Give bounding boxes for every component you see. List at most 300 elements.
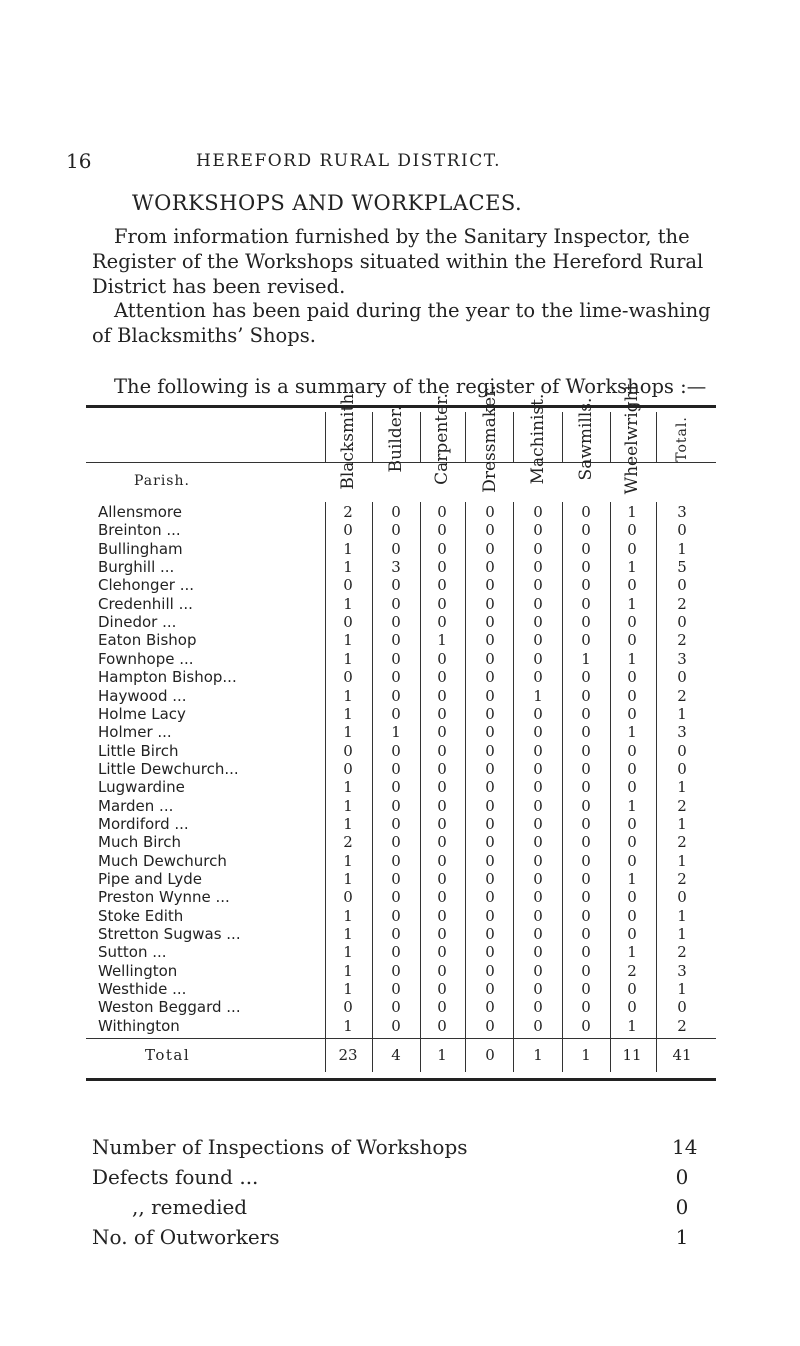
table-cell: 0	[391, 649, 401, 668]
table-cell: 0	[391, 631, 401, 650]
table-cell: 0	[437, 576, 447, 595]
table-cell: 0	[343, 741, 353, 760]
table-cell: 0	[391, 741, 401, 760]
table-cell: 1	[343, 925, 353, 944]
table-cell: 0	[533, 503, 543, 521]
table-cell: 1	[343, 870, 353, 888]
column-divider	[656, 412, 657, 462]
column-divider	[656, 1038, 657, 1072]
parish-name: Clehonger ...	[98, 576, 328, 594]
table-cell: 1	[343, 943, 353, 962]
table-cell: 0	[437, 723, 447, 742]
table-cell: 1	[343, 704, 353, 723]
table-cell: 0	[627, 888, 637, 907]
summary-value: 1	[675, 1225, 689, 1249]
paragraph-2: Attention has been paid during the year to the lime-washing of Blacksmiths’ Shops.	[92, 299, 711, 347]
parish-name: Allensmore	[98, 503, 328, 521]
column-divider	[513, 1038, 514, 1072]
table-cell: 0	[437, 613, 447, 632]
table-cell: 2	[677, 870, 687, 888]
table-cell: 0	[343, 521, 353, 540]
table-cell: 2	[343, 503, 353, 521]
table-cell: 1	[343, 980, 353, 999]
summary-label: Defects found ...	[92, 1165, 259, 1189]
table-cell: 0	[391, 925, 401, 944]
table-cell: 0	[533, 925, 543, 944]
table-cell: 0	[343, 576, 353, 595]
parish-name: Much Birch	[98, 833, 328, 851]
parish-name: Westhide ...	[98, 980, 328, 998]
summary-label: No. of Outworkers	[92, 1225, 280, 1249]
table-cell: 0	[437, 686, 447, 705]
table-cell: 0	[437, 980, 447, 999]
parish-name: Weston Beggard ...	[98, 998, 328, 1016]
total-cell: 41	[672, 1046, 692, 1064]
table-cell: 0	[533, 649, 543, 668]
table-cell: 0	[391, 778, 401, 797]
table-cell: 0	[485, 906, 495, 925]
table-cell: 1	[627, 649, 637, 668]
table-cell: 0	[533, 594, 543, 613]
table-cell: 0	[627, 521, 637, 540]
table-cell: 0	[437, 906, 447, 925]
table-cell: 0	[627, 686, 637, 705]
table-cell: 0	[533, 668, 543, 687]
parish-name: Breinton ...	[98, 521, 328, 539]
column-divider	[562, 412, 563, 462]
table-cell: 0	[581, 833, 591, 852]
table-cell: 0	[343, 759, 353, 778]
table-cell: 0	[677, 521, 687, 540]
table-cell: 0	[437, 851, 447, 870]
table-cell: 0	[677, 741, 687, 760]
table-cell: 0	[677, 668, 687, 687]
summary-value: 14	[672, 1135, 698, 1159]
table-cell: 0	[533, 631, 543, 650]
table-cell: 1	[343, 814, 353, 833]
table-cell: 2	[677, 1016, 687, 1035]
table-cell: 0	[485, 649, 495, 668]
table-cell: 0	[485, 980, 495, 999]
table-cell: 1	[677, 906, 687, 925]
table-cell: 0	[485, 558, 495, 577]
parish-name: Withington	[98, 1017, 328, 1035]
column-header: Carpenter.	[432, 393, 452, 485]
table-bottom-rule	[86, 1078, 716, 1081]
table-cell: 0	[437, 594, 447, 613]
table-cell: 0	[437, 870, 447, 888]
parish-name: Little Birch	[98, 742, 328, 760]
column-header: Wheelwright	[622, 383, 642, 495]
table-cell: 0	[437, 925, 447, 944]
table-cell: 1	[627, 558, 637, 577]
table-cell: 0	[533, 704, 543, 723]
table-cell: 0	[391, 503, 401, 521]
total-cell: 1	[437, 1046, 447, 1064]
parish-column-header: Parish.	[134, 473, 190, 489]
column-divider	[465, 502, 466, 1038]
table-cell: 2	[627, 961, 637, 980]
table-cell: 0	[391, 521, 401, 540]
table-cell: 0	[581, 814, 591, 833]
table-cell: 1	[343, 778, 353, 797]
column-divider	[562, 502, 563, 1038]
table-cell: 0	[581, 943, 591, 962]
table-cell: 0	[391, 814, 401, 833]
column-divider	[420, 502, 421, 1038]
parish-name: Eaton Bishop	[98, 631, 328, 649]
parish-name: Dinedor ...	[98, 613, 328, 631]
table-cell: 0	[437, 943, 447, 962]
column-header: Builder.	[386, 405, 406, 473]
table-cell: 0	[485, 796, 495, 815]
table-cell: 0	[485, 668, 495, 687]
total-cell: 23	[338, 1046, 358, 1064]
column-divider	[465, 1038, 466, 1072]
table-cell: 0	[485, 851, 495, 870]
column-divider	[610, 1038, 611, 1072]
table-cell: 0	[533, 961, 543, 980]
column-divider	[465, 412, 466, 462]
table-cell: 0	[485, 576, 495, 595]
table-cell: 0	[437, 814, 447, 833]
table-cell: 0	[485, 631, 495, 650]
table-cell: 0	[437, 704, 447, 723]
table-cell: 1	[343, 1016, 353, 1035]
table-cell: 1	[343, 649, 353, 668]
table-cell: 0	[391, 943, 401, 962]
table-cell: 1	[581, 649, 591, 668]
column-divider	[610, 502, 611, 1038]
table-cell: 0	[485, 704, 495, 723]
table-cell: 0	[485, 961, 495, 980]
table-cell: 0	[627, 759, 637, 778]
table-cell: 0	[485, 594, 495, 613]
table-cell: 0	[437, 503, 447, 521]
table-cell: 0	[533, 888, 543, 907]
table-cell: 0	[391, 851, 401, 870]
table-cell: 3	[677, 503, 687, 521]
table-cell: 0	[627, 668, 637, 687]
parish-name: Sutton ...	[98, 943, 328, 961]
table-cell: 0	[627, 704, 637, 723]
table-cell: 0	[391, 1016, 401, 1035]
parish-name: Bullingham	[98, 540, 328, 558]
table-cell: 0	[391, 576, 401, 595]
table-cell: 0	[485, 613, 495, 632]
table-cell: 0	[485, 723, 495, 742]
table-cell: 0	[533, 1016, 543, 1035]
table-cell: 0	[437, 1016, 447, 1035]
table-cell: 2	[677, 631, 687, 650]
table-cell: 0	[581, 576, 591, 595]
total-cell: 4	[391, 1046, 401, 1064]
table-cell: 0	[485, 503, 495, 521]
table-cell: 0	[581, 723, 591, 742]
table-cell: 0	[391, 686, 401, 705]
table-cell: 1	[343, 796, 353, 815]
table-cell: 0	[391, 759, 401, 778]
parish-name: Haywood ...	[98, 687, 328, 705]
table-cell: 0	[437, 961, 447, 980]
parish-name: Wellington	[98, 962, 328, 980]
table-cell: 0	[533, 814, 543, 833]
table-cell: 0	[485, 539, 495, 558]
parish-name: Stoke Edith	[98, 907, 328, 925]
column-divider	[513, 412, 514, 462]
table-cell: 3	[677, 649, 687, 668]
column-divider	[656, 502, 657, 1038]
table-cell: 0	[391, 980, 401, 999]
table-cell: 0	[533, 613, 543, 632]
column-divider	[325, 1038, 326, 1072]
table-cell: 0	[391, 613, 401, 632]
table-cell: 0	[391, 594, 401, 613]
table-cell: 2	[677, 833, 687, 852]
table-cell: 1	[627, 870, 637, 888]
parish-name: Credenhill ...	[98, 595, 328, 613]
table-cell: 0	[581, 888, 591, 907]
table-cell: 0	[581, 558, 591, 577]
table-cell: 0	[485, 998, 495, 1017]
table-cell: 0	[581, 759, 591, 778]
table-cell: 0	[485, 925, 495, 944]
column-header: Blacksmith.	[338, 388, 358, 490]
parish-name: Marden ...	[98, 797, 328, 815]
table-cell: 0	[485, 943, 495, 962]
table-cell: 1	[343, 594, 353, 613]
summary-label: ,, remedied	[132, 1195, 248, 1219]
column-divider	[325, 412, 326, 462]
table-cell: 0	[581, 521, 591, 540]
table-cell: 0	[437, 833, 447, 852]
column-header: Total.	[674, 416, 690, 462]
table-cell: 0	[391, 668, 401, 687]
table-cell: 2	[677, 796, 687, 815]
parish-name: Little Dewchurch...	[98, 760, 328, 778]
table-cell: 0	[485, 1016, 495, 1035]
table-cell: 0	[391, 539, 401, 558]
column-header: Sawmills.	[576, 397, 596, 481]
table-cell: 0	[437, 796, 447, 815]
column-divider	[372, 412, 373, 462]
table-cell: 0	[485, 741, 495, 760]
table-cell: 0	[581, 741, 591, 760]
table-cell: 0	[533, 943, 543, 962]
table-cell: 0	[437, 649, 447, 668]
table-cell: 1	[343, 723, 353, 742]
table-cell: 1	[627, 594, 637, 613]
table-cell: 0	[437, 778, 447, 797]
table-cell: 0	[391, 796, 401, 815]
table-cell: 1	[677, 925, 687, 944]
table-cell: 0	[533, 741, 543, 760]
summary-label: Number of Inspections of Workshops	[92, 1135, 468, 1159]
parish-name: Fownhope ...	[98, 650, 328, 668]
table-cell: 0	[485, 833, 495, 852]
table-cell: 0	[581, 998, 591, 1017]
section-title: WORKSHOPS AND WORKPLACES.	[132, 191, 523, 215]
column-header: Machinist.	[528, 393, 548, 485]
table-cell: 1	[677, 778, 687, 797]
table-cell: 1	[391, 723, 401, 742]
table-cell: 0	[485, 759, 495, 778]
table-cell: 1	[627, 943, 637, 962]
table-cell: 0	[677, 613, 687, 632]
table-cell: 0	[581, 668, 591, 687]
total-cell: 11	[622, 1046, 642, 1064]
table-cell: 2	[677, 594, 687, 613]
table-cell: 0	[533, 998, 543, 1017]
table-cell: 0	[627, 814, 637, 833]
table-cell: 0	[391, 870, 401, 888]
table-cell: 1	[627, 796, 637, 815]
table-cell: 1	[437, 631, 447, 650]
column-divider	[513, 502, 514, 1038]
table-cell: 0	[533, 796, 543, 815]
parish-name: Burghill ...	[98, 558, 328, 576]
table-cell: 0	[581, 851, 591, 870]
parish-name: Pipe and Lyde	[98, 870, 328, 888]
table-cell: 0	[627, 925, 637, 944]
table-cell: 1	[677, 814, 687, 833]
table-cell: 1	[627, 1016, 637, 1035]
column-divider	[372, 502, 373, 1038]
paragraph-1: From information furnished by the Sanitary Inspector, the Register of the Workshops situated within the Hereford Rural District has been revised.	[92, 225, 704, 298]
parish-name: Much Dewchurch	[98, 852, 328, 870]
table-cell: 0	[627, 778, 637, 797]
table-cell: 0	[677, 759, 687, 778]
parish-name: Mordiford ...	[98, 815, 328, 833]
table-cell: 3	[677, 723, 687, 742]
table-cell: 0	[343, 888, 353, 907]
table-cell: 0	[581, 778, 591, 797]
table-cell: 0	[437, 558, 447, 577]
running-head: HEREFORD RURAL DISTRICT.	[196, 151, 502, 171]
table-cell: 2	[343, 833, 353, 852]
table-cell: 0	[581, 539, 591, 558]
column-header: Dressmaker.	[480, 385, 500, 493]
table-cell: 0	[485, 686, 495, 705]
table-cell: 0	[581, 980, 591, 999]
parish-name: Holme Lacy	[98, 705, 328, 723]
table-cell: 0	[533, 723, 543, 742]
table-cell: 0	[391, 998, 401, 1017]
column-divider	[420, 1038, 421, 1072]
table-cell: 0	[581, 925, 591, 944]
table-cell: 0	[581, 906, 591, 925]
table-cell: 0	[533, 870, 543, 888]
table-cell: 0	[437, 741, 447, 760]
table-cell: 0	[343, 998, 353, 1017]
table-cell: 1	[343, 906, 353, 925]
table-cell: 0	[581, 796, 591, 815]
table-cell: 0	[437, 759, 447, 778]
table-cell: 0	[677, 576, 687, 595]
table-cell: 0	[391, 888, 401, 907]
table-cell: 0	[437, 668, 447, 687]
parish-name: Lugwardine	[98, 778, 328, 796]
parish-name: Hampton Bishop...	[98, 668, 328, 686]
table-cell: 1	[343, 539, 353, 558]
table-cell: 5	[677, 558, 687, 577]
table-cell: 1	[627, 723, 637, 742]
table-cell: 0	[391, 833, 401, 852]
table-cell: 0	[437, 888, 447, 907]
total-label: Total	[145, 1046, 191, 1064]
table-cell: 0	[581, 594, 591, 613]
table-cell: 0	[627, 998, 637, 1017]
table-cell: 1	[343, 851, 353, 870]
table-cell: 0	[677, 998, 687, 1017]
table-cell: 0	[391, 906, 401, 925]
table-cell: 0	[627, 576, 637, 595]
table-cell: 0	[485, 521, 495, 540]
table-cell: 0	[533, 906, 543, 925]
table-cell: 0	[533, 521, 543, 540]
paragraph-3: The following is a summary of the register of Workshops :—	[114, 375, 707, 398]
column-divider	[420, 412, 421, 462]
table-cell: 0	[581, 704, 591, 723]
table-cell: 0	[581, 870, 591, 888]
table-cell: 0	[627, 980, 637, 999]
parish-name: Preston Wynne ...	[98, 888, 328, 906]
table-cell: 1	[343, 961, 353, 980]
table-cell: 0	[581, 613, 591, 632]
table-cell: 0	[581, 686, 591, 705]
table-cell: 0	[533, 851, 543, 870]
table-cell: 3	[677, 961, 687, 980]
table-cell: 0	[533, 759, 543, 778]
table-cell: 1	[677, 980, 687, 999]
table-cell: 0	[533, 778, 543, 797]
table-cell: 2	[677, 686, 687, 705]
total-cell: 1	[581, 1046, 591, 1064]
table-cell: 0	[677, 888, 687, 907]
total-rule	[86, 1038, 716, 1039]
table-cell: 3	[391, 558, 401, 577]
table-cell: 0	[533, 980, 543, 999]
table-cell: 0	[627, 741, 637, 760]
table-cell: 0	[533, 576, 543, 595]
page-number: 16	[66, 149, 92, 173]
table-cell: 1	[343, 686, 353, 705]
table-cell: 0	[485, 888, 495, 907]
table-cell: 0	[581, 1016, 591, 1035]
table-cell: 0	[627, 613, 637, 632]
column-divider	[610, 412, 611, 462]
table-cell: 1	[343, 631, 353, 650]
table-cell: 1	[677, 539, 687, 558]
table-cell: 0	[437, 998, 447, 1017]
table-cell: 0	[485, 778, 495, 797]
summary-value: 0	[675, 1165, 689, 1189]
table-cell: 0	[343, 613, 353, 632]
table-cell: 1	[677, 704, 687, 723]
table-cell: 0	[581, 631, 591, 650]
parish-name: Stretton Sugwas ...	[98, 925, 328, 943]
table-cell: 1	[627, 503, 637, 521]
table-cell: 0	[627, 906, 637, 925]
table-cell: 1	[533, 686, 543, 705]
table-cell: 0	[533, 539, 543, 558]
table-cell: 1	[677, 851, 687, 870]
table-cell: 0	[627, 539, 637, 558]
table-cell: 0	[485, 870, 495, 888]
parish-name: Holmer ...	[98, 723, 328, 741]
table-cell: 0	[533, 833, 543, 852]
table-cell: 0	[581, 503, 591, 521]
